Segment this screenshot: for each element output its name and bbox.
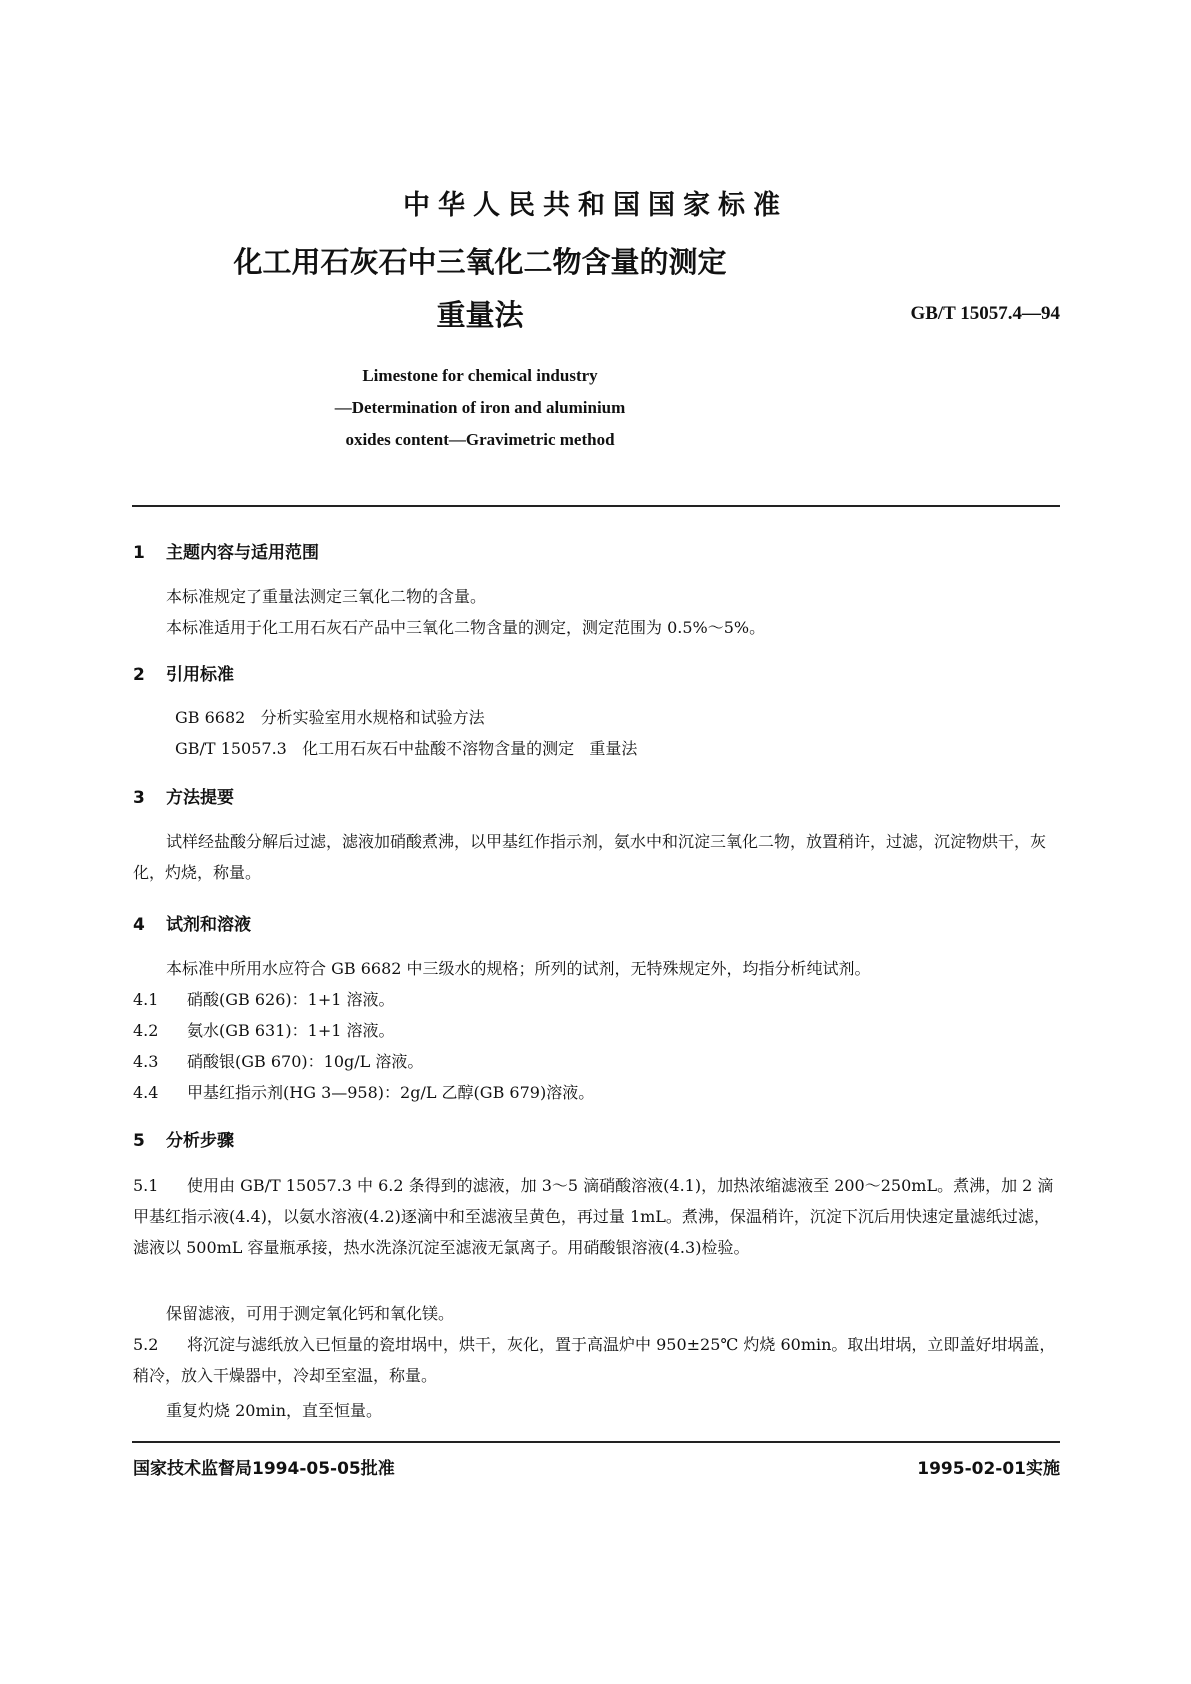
bottom-divider bbox=[132, 1441, 1060, 1443]
section-number: 2 bbox=[133, 665, 145, 685]
item-number: 4.2 bbox=[133, 1021, 159, 1040]
step-5-2-note: 重复灼烧 20min，直至恒量。 bbox=[166, 1401, 383, 1420]
item-text: 甲基红指示剂(HG 3—958)：2g/L 乙醇(GB 679)溶液。 bbox=[187, 1083, 595, 1102]
section-1-heading bbox=[133, 538, 319, 563]
item-number: 4.1 bbox=[133, 990, 159, 1009]
item-number: 4.4 bbox=[133, 1083, 159, 1102]
standard-code: GB/T 15057.4—94 bbox=[910, 303, 1060, 324]
section-1-paragraph-1: 本标准规定了重量法测定三氧化二物的含量。 bbox=[166, 587, 487, 606]
section-number: 4 bbox=[133, 915, 145, 935]
item-number: 5.2 bbox=[133, 1335, 159, 1354]
section-5-heading bbox=[133, 1126, 234, 1151]
section-number: 5 bbox=[133, 1131, 145, 1151]
item-text: 将沉淀与滤纸放入已恒量的瓷坩埚中，烘干，灰化，置于高温炉中 950±25℃ 灼烧 60min。取出坩埚，立即盖好坩埚盖，稍冷，放入干燥器中，冷却至室温，称量。 bbox=[133, 1335, 1056, 1385]
section-title: 引用标准 bbox=[166, 665, 234, 685]
section-number: 3 bbox=[133, 788, 145, 808]
section-title: 试剂和溶液 bbox=[166, 915, 251, 935]
reagent-4-1 bbox=[133, 984, 1061, 1015]
item-number: 5.1 bbox=[133, 1176, 159, 1195]
title-en-line2: —Determination of iron and aluminium bbox=[334, 398, 626, 417]
section-title: 方法提要 bbox=[166, 788, 234, 808]
title-en-line3: oxides content—Gravimetric method bbox=[345, 430, 615, 449]
section-4-paragraph: 本标准中所用水应符合 GB 6682 中三级水的规格；所列的试剂，无特殊规定外，均指分析纯试剂。 bbox=[166, 959, 871, 978]
reagent-4-3 bbox=[133, 1046, 1061, 1077]
section-3-paragraph: 试样经盐酸分解后过滤，滤液加硝酸煮沸，以甲基红作指示剂，氨水中和沉淀三氧化二物，放置稍许，过滤，沉淀物烘干，灰化，灼烧，称量。 bbox=[133, 832, 1047, 882]
section-3-heading bbox=[133, 783, 234, 808]
implementation-date: 1995-02-01实施 bbox=[917, 1459, 1060, 1479]
approval-info: 国家技术监督局1994-05-05批准 bbox=[133, 1459, 395, 1479]
title-zh-line1: 化工用石灰石中三氧化二物含量的测定 bbox=[233, 245, 727, 279]
reagent-4-4 bbox=[133, 1077, 1061, 1108]
section-title: 分析步骤 bbox=[166, 1131, 234, 1151]
section-4-heading bbox=[133, 910, 251, 935]
section-number: 1 bbox=[133, 543, 145, 563]
national-standard-heading: 中华人民共和国国家标准 bbox=[403, 190, 788, 221]
item-number: 4.3 bbox=[133, 1052, 159, 1071]
top-divider bbox=[132, 505, 1060, 507]
title-zh-line2: 重量法 bbox=[436, 298, 524, 332]
step-5-1-note: 保留滤液，可用于测定氧化钙和氧化镁。 bbox=[166, 1304, 455, 1323]
title-en-line1: Limestone for chemical industry bbox=[362, 366, 598, 385]
item-text: 硝酸(GB 626)：1+1 溶液。 bbox=[187, 990, 395, 1009]
item-text: 氨水(GB 631)：1+1 溶液。 bbox=[187, 1021, 395, 1040]
section-title: 主题内容与适用范围 bbox=[166, 543, 319, 563]
item-text: 使用由 GB/T 15057.3 中 6.2 条得到的滤液，加 3～5 滴硝酸溶液(4.1)，加热浓缩滤液至 200～250mL。煮沸，加 2 滴甲基红指示液(4.4)，以氨水溶液(4.2)逐滴中和至滤液呈黄色，再过量 1mL。煮沸，保温稍许，沉淀下沉后用快速定量滤纸过滤，滤液以 500mL 容量瓶承接，热水洗涤沉淀至滤液无氯离子。用硝酸银溶液(4.3)检验。 bbox=[133, 1176, 1054, 1257]
section-1-paragraph-2: 本标准适用于化工用石灰石产品中三氧化二物含量的测定，测定范围为 0.5%～5%。 bbox=[166, 618, 766, 637]
item-text: 硝酸银(GB 670)：10g/L 溶液。 bbox=[187, 1052, 424, 1071]
step-5-1 bbox=[133, 1170, 1061, 1263]
reference-gbt15057-3: GB/T 15057.3 化工用石灰石中盐酸不溶物含量的测定 重量法 bbox=[175, 739, 638, 758]
reagent-4-2 bbox=[133, 1015, 1061, 1046]
reference-gb6682: GB 6682 分析实验室用水规格和试验方法 bbox=[175, 708, 485, 727]
section-2-heading bbox=[133, 660, 234, 685]
step-5-2 bbox=[133, 1329, 1061, 1391]
